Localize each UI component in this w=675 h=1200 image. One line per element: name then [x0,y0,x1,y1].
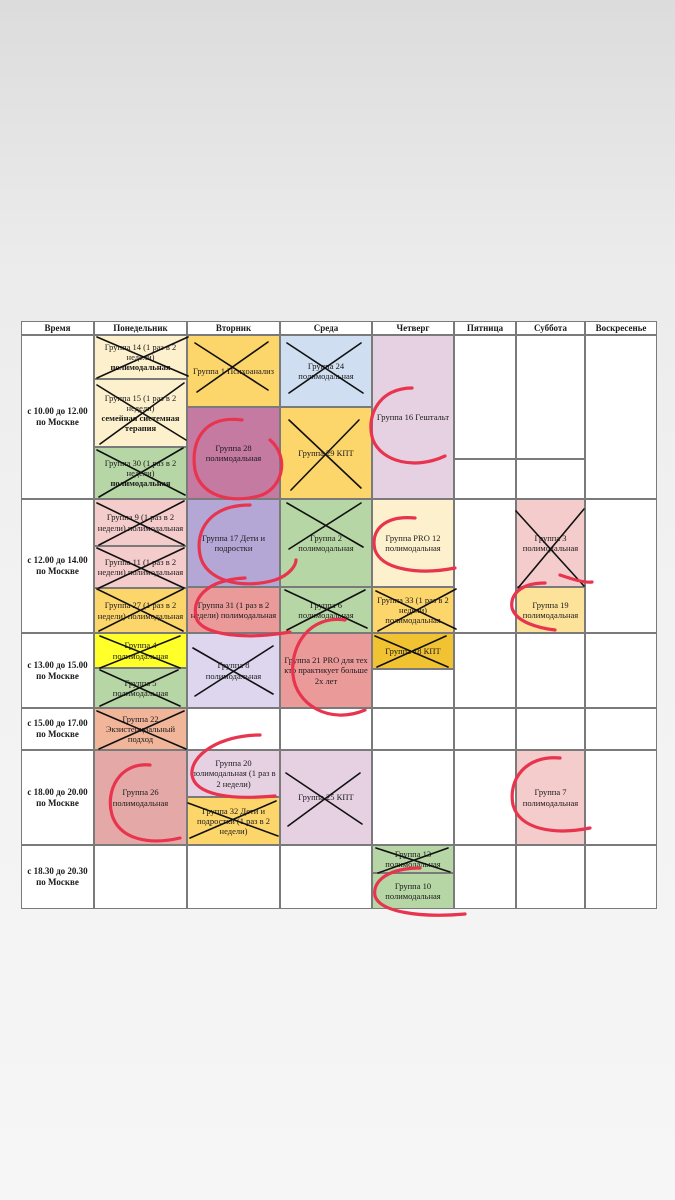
empty-cell [454,633,516,708]
header-saturday: Суббота [516,321,585,335]
empty-cell [187,845,280,909]
group-29-cell: Группа 29 КПТ [280,407,372,499]
empty-cell [372,669,454,708]
group-30-type: полимодальная [110,478,171,489]
empty-cell [94,845,187,909]
header-tuesday: Вторник [187,321,280,335]
time-slot-2: с 12.00 до 14.00 по Москве [21,499,94,633]
header-friday: Пятница [454,321,516,335]
header-monday: Понедельник [94,321,187,335]
empty-cell [187,708,280,750]
empty-cell [585,335,657,499]
empty-cell [585,750,657,845]
empty-cell [585,499,657,633]
group-10-cell: Группа 10 полимодальная [372,873,454,909]
group-15-cell [94,379,187,447]
group-13-cell: Группа 13 полимодальная [372,845,454,873]
group-6-cell: Группа 6 полимодальная [280,587,372,633]
empty-cell [585,708,657,750]
empty-cell [454,845,516,909]
empty-cell [454,750,516,845]
time-slot-6: с 18.30 до 20.30 по Москве [21,845,94,909]
empty-cell [516,633,585,708]
group-14-cell [94,335,187,379]
empty-cell [516,459,585,499]
group-15-type: семейная системная терапия [101,413,180,434]
group-7-cell: Группа 7 полимодальная [516,750,585,845]
group-1-cell: Группа 1 Психоанализ [187,335,280,407]
header-time: Время [21,321,94,335]
group-14-name: Группа 14 (1 раз в 2 недели) [104,341,177,362]
empty-cell [454,335,516,459]
empty-cell [454,708,516,750]
group-22-cell: Группа 22 Экзистенциальный подход [94,708,187,750]
group-18-cell: Группа 18 КПТ [372,633,454,669]
group-19-cell: Группа 19 полимодальная [516,587,585,633]
empty-cell [585,633,657,708]
group-28-cell: Группа 28 полимодальная [187,407,280,499]
empty-cell [585,845,657,909]
group-21-cell: Группа 21 PRO для тех кто практикует больше 2х лет [280,633,372,708]
group-3-cell: Группа 3 полимодальная [516,499,585,587]
group-30-cell [94,447,187,499]
group-24-cell: Группа 24 полимодальная [280,335,372,407]
empty-cell [372,750,454,845]
group-15-name: Группа 15 (1 раз в 2 недели) [104,392,177,413]
empty-cell [516,708,585,750]
group-31-cell: Группа 31 (1 раз в 2 недели) полимодальная [187,587,280,633]
header-thursday: Четверг [372,321,454,335]
group-20-cell: Группа 20 полимодальная (1 раз в 2 недели) [187,750,280,797]
empty-cell [516,845,585,909]
group-26-cell: Группа 26 полимодальная [94,750,187,845]
group-33-cell: Группа 33 (1 раз в 2 недели) полимодальная [372,587,454,633]
header-wednesday: Среда [280,321,372,335]
empty-cell [280,708,372,750]
group-32-cell: Группа 32 Дети и подростки (1 раз в 2 недели) [187,797,280,845]
time-slot-3: с 13.00 до 15.00 по Москве [21,633,94,708]
empty-cell [454,459,516,499]
group-5-cell: Группа 5 полимодальная [94,668,187,708]
group-8-cell: Группа 8 полимодальная [187,633,280,708]
group-12-cell: Группа PRO 12 полимодальная [372,499,454,587]
empty-cell [280,845,372,909]
group-2-cell: Группа 2 полимодальная [280,499,372,587]
group-11-cell: Группа 11 (1 раз в 2 недели) полимодальная [94,546,187,588]
group-14-type: полимодальная [110,362,171,373]
group-30-name: Группа 30 (1 раз в 2 недели) [104,457,177,478]
group-4-cell: Группа 4 полимодальная [94,633,187,668]
header-sunday: Воскресенье [585,321,657,335]
empty-cell [516,335,585,459]
time-slot-1: с 10.00 до 12.00 по Москве [21,335,94,499]
schedule-table [21,321,657,909]
empty-cell [454,499,516,633]
group-16-cell: Группа 16 Гештальт [372,335,454,499]
time-slot-5: с 18.00 до 20.00 по Москве [21,750,94,845]
time-slot-4: с 15.00 до 17.00 по Москве [21,708,94,750]
group-25-cell: Группа 25 КПТ [280,750,372,845]
group-17-cell: Группа 17 Дети и подростки [187,499,280,587]
group-27-cell: Группа 27 (1 раз в 2 недели) полимодальная [94,588,187,633]
group-9-cell: Группа 9 (1 раз в 2 недели) полимодальная [94,499,187,546]
empty-cell [372,708,454,750]
